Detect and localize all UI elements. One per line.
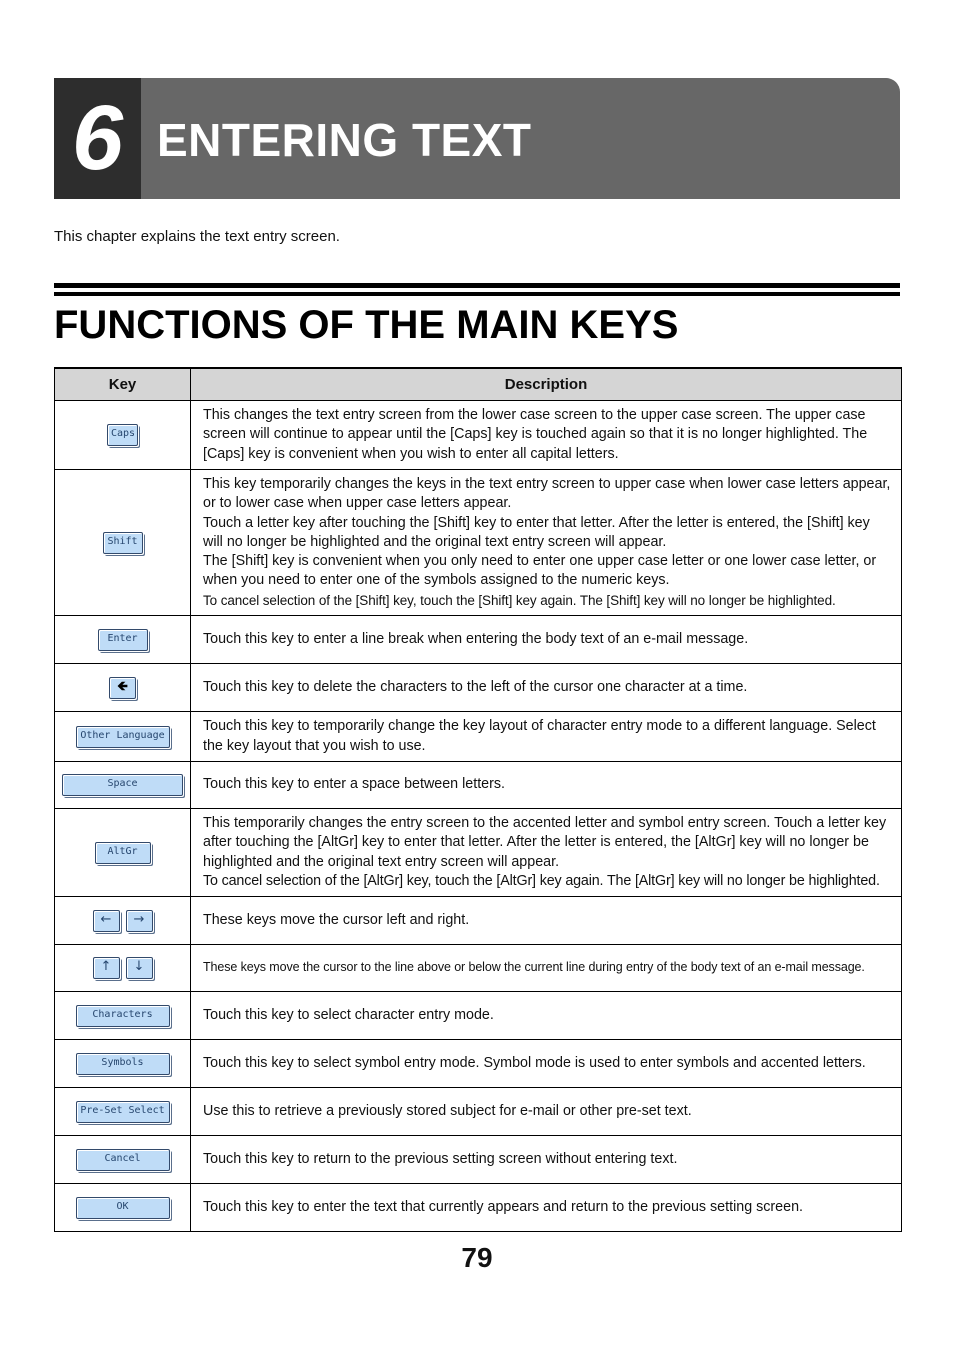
row-description: These keys move the cursor to the line above or below the current line during entry of the body text of an e-mail message. <box>191 945 902 992</box>
altgr-key-button: AltGr <box>95 842 151 864</box>
row-description: Touch this key to return to the previous setting screen without entering text. <box>191 1136 902 1184</box>
pre-set-select-key-button: Pre-Set Select <box>76 1101 170 1123</box>
row-description: Touch this key to select character entry mode. <box>191 992 902 1040</box>
enter-key-button: Enter <box>98 629 148 651</box>
row-description: This temporarily changes the entry screen to the accented letter and symbol entry screen. Touch a letter key after touching the [AltGr] key to enter that letter. After the letter is entered, the [AltGr] key will no longer be highlighted and the original text entry screen will appear. To cancel selection of the [AltGr] key, touch the [AltGr] key again. The [AltGr] key will no longer be highlighted. <box>191 809 902 897</box>
cancel-key-button: Cancel <box>76 1149 170 1171</box>
row-description: Use this to retrieve a previously stored subject for e-mail or other pre-set text. <box>191 1088 902 1136</box>
characters-key-button: Characters <box>76 1005 170 1027</box>
row-description: Touch this key to delete the characters to the left of the cursor one character at a time. <box>191 664 902 712</box>
ok-key-button: OK <box>76 1197 170 1219</box>
row-description: This changes the text entry screen from the lower case screen to the upper case screen. The upper case screen will continue to appear until the [Caps] key is touched again so that it is no longer highlighted. The [Caps] key is convenient when you wish to enter all capital letters. <box>191 401 902 470</box>
section-title: FUNCTIONS OF THE MAIN KEYS <box>54 303 679 347</box>
chapter-banner <box>54 78 900 199</box>
arrow-down-icon: ↓ <box>126 957 153 979</box>
table-row <box>55 1136 902 1184</box>
shift-key-button: Shift <box>103 532 143 554</box>
table-row <box>55 401 902 470</box>
row-description: Touch this key to enter a line break when entering the body text of an e-mail message. <box>191 616 902 664</box>
symbols-key-button: Symbols <box>76 1053 170 1075</box>
table-row <box>55 992 902 1040</box>
row-description: Touch this key to enter a space between letters. <box>191 762 902 809</box>
chapter-number: 6 <box>71 87 124 189</box>
page-number: 79 <box>461 1242 493 1273</box>
table-row <box>55 470 902 616</box>
row-description: Touch this key to select symbol entry mode. Symbol mode is used to enter symbols and accented letters. <box>191 1040 902 1088</box>
table-row <box>55 945 902 992</box>
arrow-left-icon: ← <box>93 910 120 932</box>
table-row <box>55 712 902 762</box>
table-row <box>55 1040 902 1088</box>
caps-key-button: Caps <box>107 424 138 446</box>
row-description: These keys move the cursor left and right. <box>191 897 902 945</box>
row-description: This key temporarily changes the keys in the text entry screen to upper case when lower case letters appear, or to lower case when upper case letters appear. Touch a letter key after touching the [Shift] key to enter that letter. After the letter is entered, the [Shift] key will no longer be highlighted and the original text entry screen will appear. The [Shift] key is convenient when you only need to enter one upper case letter or one lower case letter, or when you need to enter one of the symbols assigned to the numeric keys. To cancel selection of the [Shift] key, touch the [Shift] key again. The [Shift] key will no longer be highlighted. <box>191 470 902 616</box>
table-row <box>55 809 902 897</box>
row-description: Touch this key to temporarily change the key layout of character entry mode to a different language. Select the key layout that you wish to use. <box>191 712 902 762</box>
chapter-number-box <box>54 78 141 199</box>
arrow-up-icon: ↑ <box>93 957 120 979</box>
section-rule-thin <box>54 292 900 296</box>
table-row <box>55 1184 902 1232</box>
other-language-key-button: Other Language <box>76 726 170 748</box>
row-description: Touch this key to enter the text that currently appears and return to the previous setting screen. <box>191 1184 902 1232</box>
table-row <box>55 1088 902 1136</box>
header-key: Key <box>55 368 191 401</box>
table-row <box>55 664 902 712</box>
space-key-button: Space <box>62 774 183 796</box>
table-row <box>55 616 902 664</box>
table-row <box>55 762 902 809</box>
table-row <box>55 897 902 945</box>
intro-text: This chapter explains the text entry screen. <box>54 228 340 245</box>
header-description: Description <box>191 368 902 401</box>
table-header-row <box>55 368 902 401</box>
chapter-title: ENTERING TEXT <box>157 114 532 166</box>
backspace-arrow-icon: 🡸 <box>109 677 136 699</box>
keys-table <box>54 367 902 1232</box>
arrow-right-icon: → <box>126 910 153 932</box>
section-rule-thick <box>54 283 900 288</box>
